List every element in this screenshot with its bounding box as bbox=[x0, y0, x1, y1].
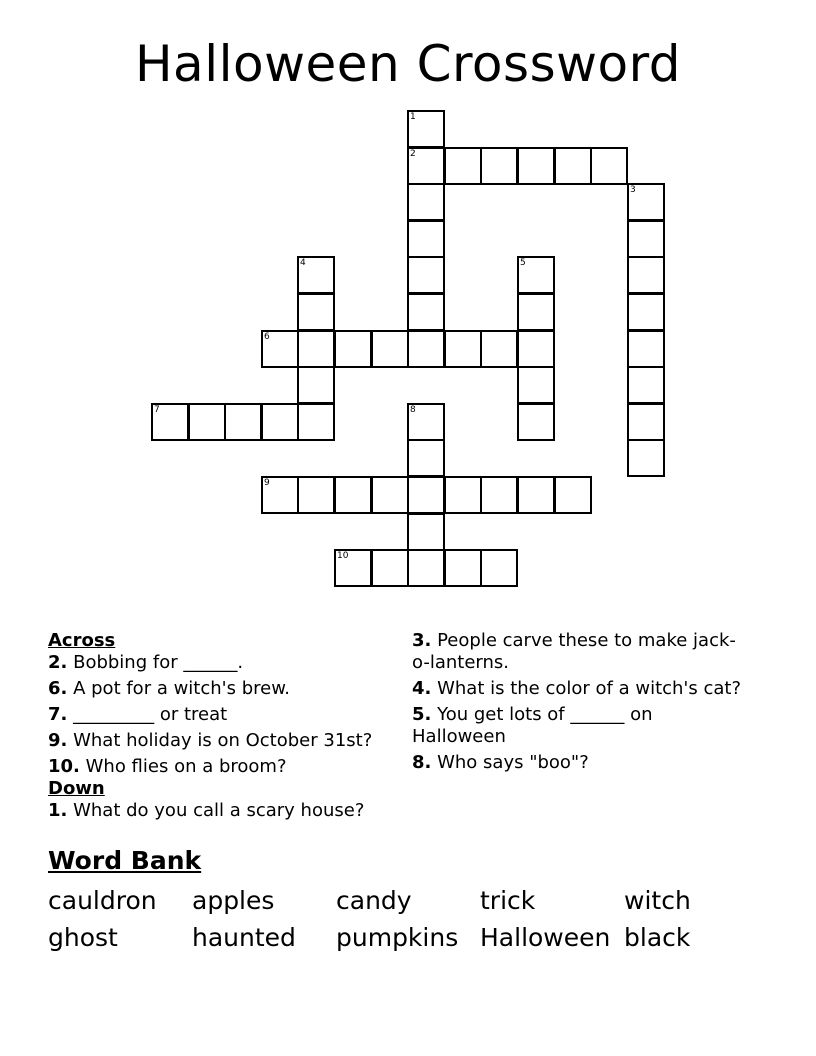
crossword-cell[interactable] bbox=[297, 403, 335, 441]
clue-across-7 bbox=[48, 704, 398, 726]
crossword-cell[interactable] bbox=[517, 293, 555, 331]
clue-down-1 bbox=[48, 800, 398, 822]
crossword-cell[interactable] bbox=[371, 549, 409, 587]
clue-number-label: 9 bbox=[264, 478, 270, 488]
clue-number: 10. bbox=[48, 756, 80, 777]
clue-text: A pot for a witch's brew. bbox=[67, 678, 291, 699]
word-bank-word: witch bbox=[624, 886, 691, 915]
word-bank-word: candy bbox=[336, 886, 412, 915]
word-bank-word: apples bbox=[192, 886, 275, 915]
clue-text: People carve these to make jack-o-lanterns. bbox=[412, 630, 736, 673]
word-bank-word: Halloween bbox=[480, 923, 611, 952]
crossword-cell[interactable] bbox=[407, 549, 445, 587]
clue-across-2 bbox=[48, 652, 398, 674]
clue-text: What is the color of a witch's cat? bbox=[431, 678, 742, 699]
crossword-cell[interactable] bbox=[407, 293, 445, 331]
crossword-cell[interactable] bbox=[517, 476, 555, 514]
clue-number-label: 1 bbox=[410, 112, 416, 122]
clue-text: Bobbing for ______. bbox=[67, 652, 244, 673]
crossword-cell[interactable] bbox=[371, 476, 409, 514]
clue-text: What do you call a scary house? bbox=[67, 800, 365, 821]
crossword-cell[interactable] bbox=[261, 330, 299, 368]
crossword-cell[interactable] bbox=[407, 256, 445, 294]
crossword-cell[interactable] bbox=[297, 330, 335, 368]
crossword-cell[interactable] bbox=[297, 293, 335, 331]
crossword-cell[interactable] bbox=[407, 439, 445, 477]
clue-across-10 bbox=[48, 756, 398, 778]
crossword-cell[interactable] bbox=[517, 366, 555, 404]
clue-across-9 bbox=[48, 730, 398, 752]
crossword-cell[interactable] bbox=[297, 366, 335, 404]
clue-number-label: 3 bbox=[630, 185, 636, 195]
clue-number-label: 6 bbox=[264, 332, 270, 342]
crossword-cell[interactable] bbox=[480, 476, 518, 514]
crossword-cell[interactable] bbox=[627, 256, 665, 294]
clue-number: 3. bbox=[412, 630, 432, 651]
crossword-cell[interactable] bbox=[261, 476, 299, 514]
clue-text: Who flies on a broom? bbox=[79, 756, 287, 777]
crossword-cell[interactable] bbox=[627, 293, 665, 331]
crossword-cell[interactable] bbox=[407, 220, 445, 258]
crossword-cell[interactable] bbox=[517, 256, 555, 294]
clue-number-label: 7 bbox=[154, 405, 160, 415]
clue-down-8 bbox=[412, 752, 742, 774]
clue-across-6 bbox=[48, 678, 398, 700]
clue-text: Who says "boo"? bbox=[431, 752, 589, 773]
crossword-cell[interactable] bbox=[627, 366, 665, 404]
word-bank-word: ghost bbox=[48, 923, 118, 952]
crossword-cell[interactable] bbox=[297, 256, 335, 294]
clues-column-right bbox=[412, 630, 742, 778]
clue-number: 8. bbox=[412, 752, 432, 773]
clue-down-5 bbox=[412, 704, 742, 748]
crossword-cell[interactable] bbox=[444, 147, 482, 185]
crossword-cell[interactable] bbox=[151, 403, 189, 441]
page-title: Halloween Crossword bbox=[134, 35, 682, 93]
clue-text: _________ or treat bbox=[67, 704, 228, 725]
crossword-cell[interactable] bbox=[517, 330, 555, 368]
crossword-cell[interactable] bbox=[480, 147, 518, 185]
crossword-cell[interactable] bbox=[554, 476, 592, 514]
crossword-cell[interactable] bbox=[188, 403, 226, 441]
clue-number: 6. bbox=[48, 678, 68, 699]
clue-number-label: 4 bbox=[300, 258, 306, 268]
clue-number: 9. bbox=[48, 730, 68, 751]
word-bank bbox=[48, 882, 768, 956]
crossword-cell[interactable] bbox=[407, 330, 445, 368]
crossword-cell[interactable] bbox=[407, 147, 445, 185]
crossword-cell[interactable] bbox=[554, 147, 592, 185]
clue-number-label: 8 bbox=[410, 405, 416, 415]
crossword-cell[interactable] bbox=[480, 330, 518, 368]
clue-number: 5. bbox=[412, 704, 432, 725]
clue-down-3 bbox=[412, 630, 742, 674]
clue-number-label: 2 bbox=[410, 149, 416, 159]
clue-number-label: 10 bbox=[337, 551, 349, 561]
crossword-cell[interactable] bbox=[517, 403, 555, 441]
crossword-cell[interactable] bbox=[407, 476, 445, 514]
crossword-cell[interactable] bbox=[224, 403, 262, 441]
crossword-cell[interactable] bbox=[371, 330, 409, 368]
across-heading: Across bbox=[48, 630, 116, 651]
word-bank-word: trick bbox=[480, 886, 536, 915]
crossword-cell[interactable] bbox=[261, 403, 299, 441]
crossword-cell[interactable] bbox=[627, 439, 665, 477]
word-bank-word: black bbox=[624, 923, 691, 952]
crossword-cell[interactable] bbox=[407, 403, 445, 441]
down-heading: Down bbox=[48, 778, 105, 799]
crossword-cell[interactable] bbox=[407, 110, 445, 148]
crossword-cell[interactable] bbox=[444, 330, 482, 368]
word-bank-title: Word Bank bbox=[48, 846, 202, 875]
crossword-cell[interactable] bbox=[334, 549, 372, 587]
crossword-cell[interactable] bbox=[627, 403, 665, 441]
crossword-cell[interactable] bbox=[444, 476, 482, 514]
clue-number: 7. bbox=[48, 704, 68, 725]
clue-text: You get lots of ______ on Halloween bbox=[412, 704, 653, 747]
crossword-cell[interactable] bbox=[480, 549, 518, 587]
crossword-cell[interactable] bbox=[444, 549, 482, 587]
word-bank-word: haunted bbox=[192, 923, 296, 952]
crossword-cell[interactable] bbox=[627, 330, 665, 368]
clue-number-label: 5 bbox=[520, 258, 526, 268]
clue-number: 4. bbox=[412, 678, 432, 699]
clues-column-left bbox=[48, 630, 398, 826]
crossword-cell[interactable] bbox=[627, 183, 665, 221]
crossword-cell[interactable] bbox=[590, 147, 628, 185]
crossword-cell[interactable] bbox=[517, 147, 555, 185]
word-bank-word: pumpkins bbox=[336, 923, 459, 952]
crossword-cell[interactable] bbox=[334, 330, 372, 368]
crossword-cell[interactable] bbox=[407, 183, 445, 221]
clue-number: 1. bbox=[48, 800, 68, 821]
clue-down-4 bbox=[412, 678, 742, 700]
crossword-cell[interactable] bbox=[407, 513, 445, 551]
clue-text: What holiday is on October 31st? bbox=[67, 730, 373, 751]
word-bank-word: cauldron bbox=[48, 886, 157, 915]
crossword-cell[interactable] bbox=[627, 220, 665, 258]
crossword-cell[interactable] bbox=[297, 476, 335, 514]
clue-number: 2. bbox=[48, 652, 68, 673]
crossword-cell[interactable] bbox=[334, 476, 372, 514]
